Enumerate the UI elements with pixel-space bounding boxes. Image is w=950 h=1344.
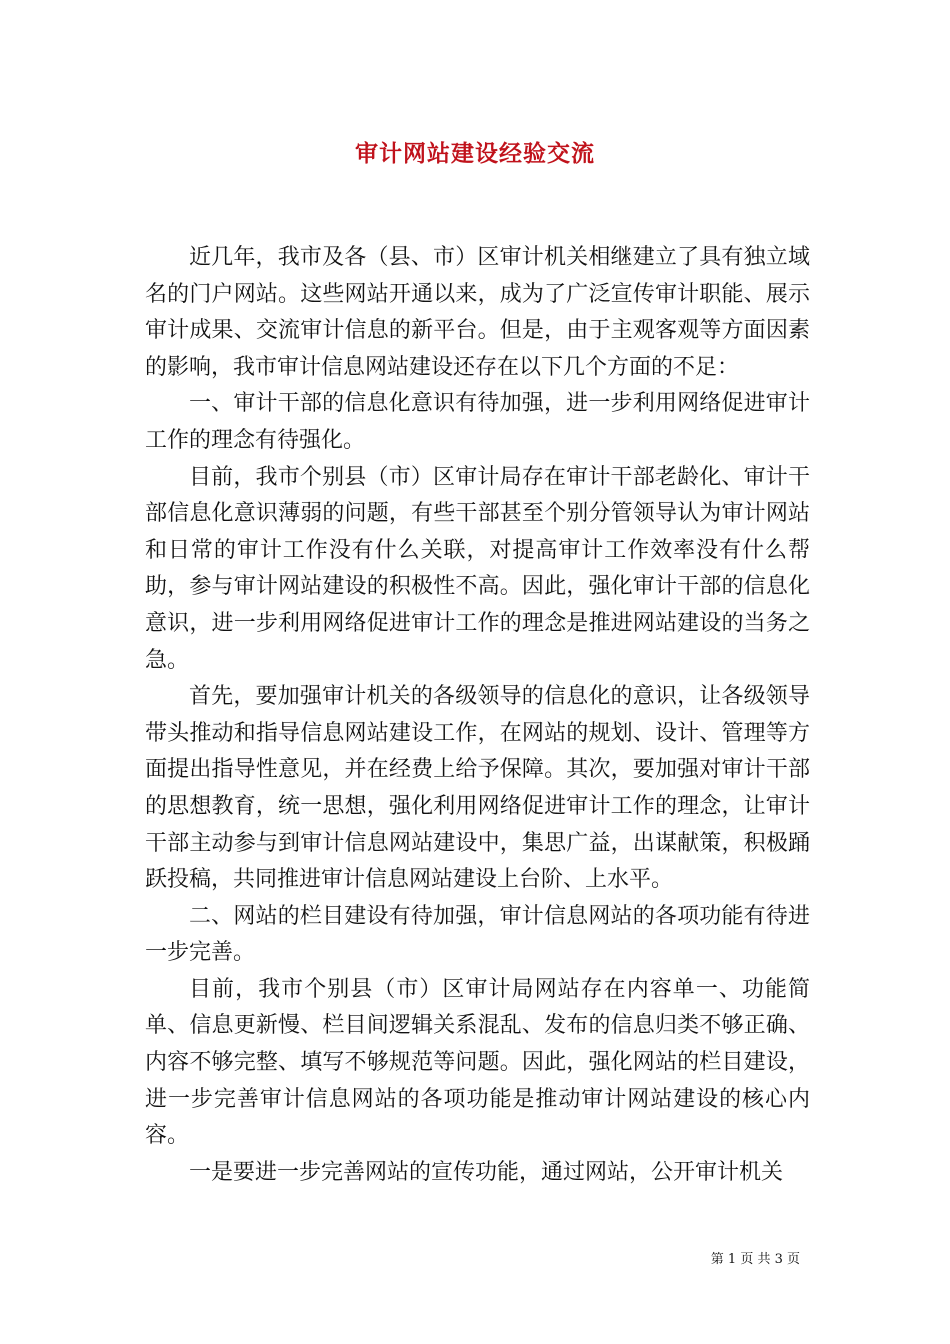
paragraph: 首先，要加强审计机关的各级领导的信息化的意识，让各级领导带头推动和指导信息网站建设工作，在网站的规划、设计、管理等方面提出指导性意见，并在经费上给予保障。其次，要加强对审计干部的思想教育，统一思想，强化利用网络促进审计工作的理念，让审计干部主动参与到审计信息网站建设中，集思广益，出谋献策，积极踊跃投稿，共同推进审计信息网站建设上台阶、上水平。: [145, 684, 810, 893]
paragraph: 近几年，我市及各（县、市）区审计机关相继建立了具有独立域名的门户网站。这些网站开通以来，成为了广泛宣传审计职能、展示审计成果、交流审计信息的新平台。但是，由于主观客观等方面因素的影响，我市审计信息网站建设还存在以下几个方面的不足：: [145, 245, 810, 380]
paragraph: 二、网站的栏目建设有待加强，审计信息网站的各项功能有待进一步完善。: [145, 903, 810, 966]
page-number-footer: 第 1 页 共 3 页: [710, 1252, 800, 1267]
document-body: [145, 240, 810, 1191]
document-title: 审计网站建设经验交流: [355, 140, 595, 167]
paragraph: 目前，我市个别县（市）区审计局网站存在内容单一、功能简单、信息更新慢、栏目间逻辑关系混乱、发布的信息归类不够正确、内容不够完整、填写不够规范等问题。因此，强化网站的栏目建设，进一步完善审计信息网站的各项功能是推动审计网站建设的核心内容。: [145, 976, 810, 1149]
paragraph: 一、审计干部的信息化意识有待加强，进一步利用网络促进审计工作的理念有待强化。: [145, 391, 810, 453]
paragraph: 目前，我市个别县（市）区审计局存在审计干部老龄化、审计干部信息化意识薄弱的问题，有些干部甚至个别分管领导认为审计网站和日常的审计工作没有什么关联，对提高审计工作效率没有什么帮助，参与审计网站建设的积极性不高。因此，强化审计干部的信息化意识，进一步利用网络促进审计工作的理念是推进网站建设的当务之急。: [145, 464, 810, 673]
paragraph: 一是要进一步完善网站的宣传功能，通过网站，公开审计机关: [189, 1159, 784, 1185]
